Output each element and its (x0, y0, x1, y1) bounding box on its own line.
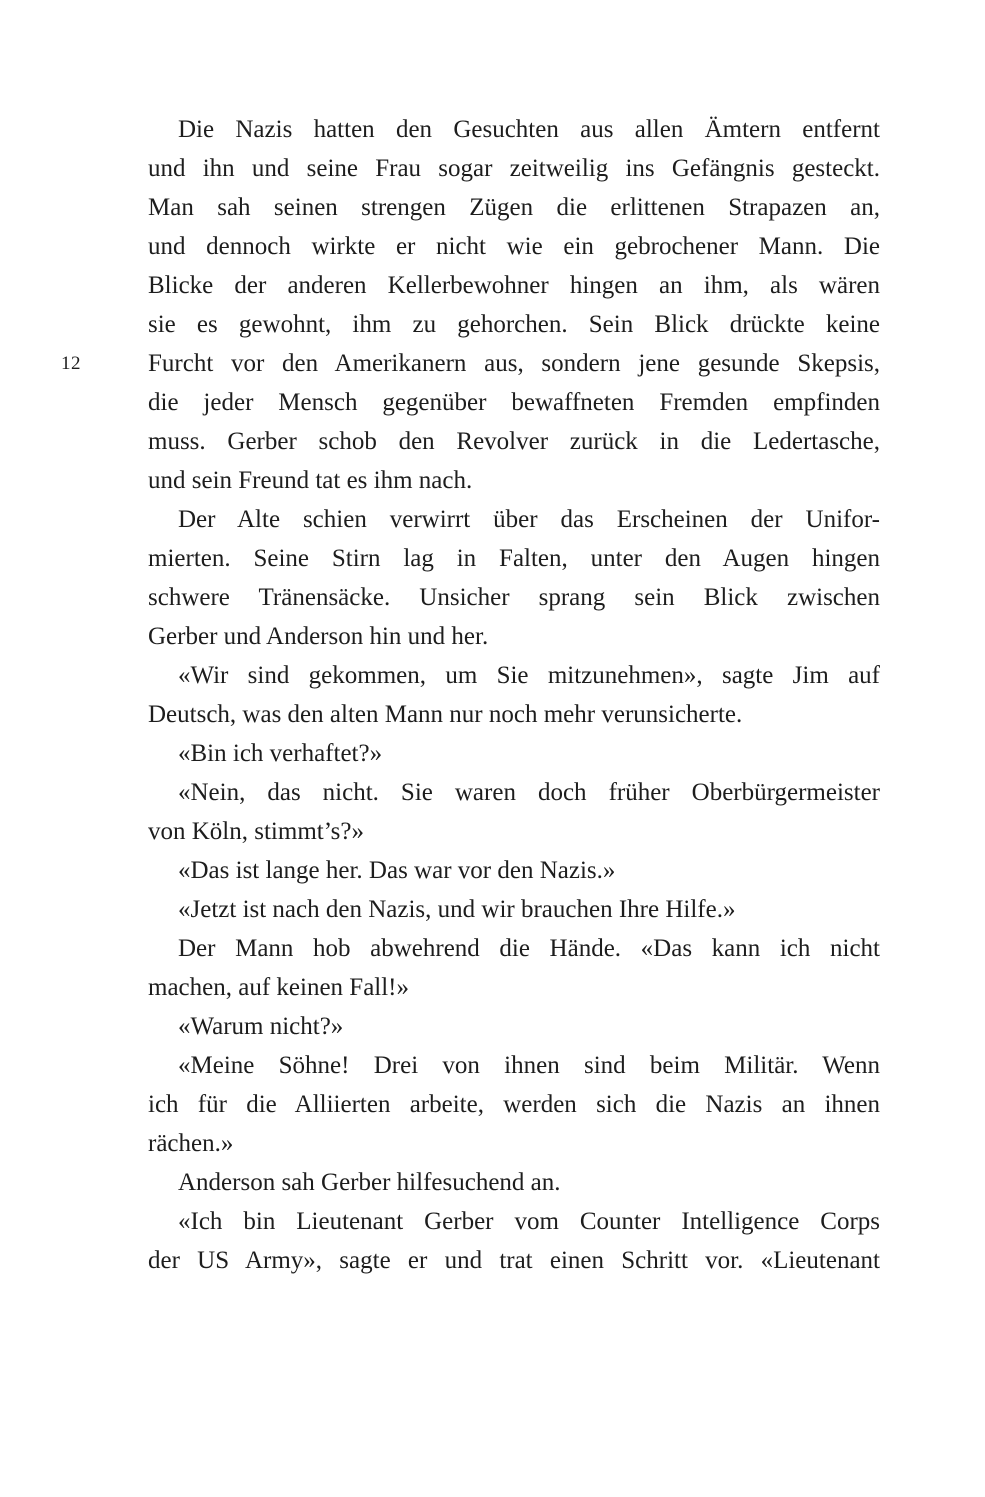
text-line: und ihn und seine Frau sogar zeitweilig ins Gefängnis gesteckt. (148, 155, 880, 182)
text-line: muss. Gerber schob den Revolver zurück in die Ledertasche, (148, 428, 880, 455)
paragraph (148, 1163, 880, 1202)
paragraph (148, 1202, 880, 1280)
text-line: «Wir sind gekommen, um Sie mitzunehmen», sagte Jim auf (178, 662, 880, 689)
paragraph (148, 1046, 880, 1163)
paragraph (148, 500, 880, 656)
text-line: «Warum nicht?» (178, 1013, 344, 1040)
text-line: und dennoch wirkte er nicht wie ein gebrochener Mann. Die (148, 233, 880, 260)
paragraph (148, 773, 880, 851)
text-line: Furcht vor den Amerikanern aus, sondern jene gesunde Skepsis, (148, 350, 880, 377)
text-line: «Nein, das nicht. Sie waren doch früher Oberbürgermeister (178, 779, 880, 806)
paragraph (148, 1007, 880, 1046)
text-line: ich für die Alliierten arbeite, werden sich die Nazis an ihnen (148, 1091, 880, 1118)
text-line: Der Mann hob abwehrend die Hände. «Das kann ich nicht (178, 935, 880, 962)
text-line: machen, auf keinen Fall!» (148, 974, 410, 1001)
text-line: sie es gewohnt, ihm zu gehorchen. Sein Blick drückte keine (148, 311, 880, 338)
text-line: Man sah seinen strengen Zügen die erlittenen Strapazen an, (148, 194, 880, 221)
text-line: Blicke der anderen Kellerbewohner hingen an ihm, als wären (148, 272, 880, 299)
text-line: «Jetzt ist nach den Nazis, und wir brauchen Ihre Hilfe.» (178, 896, 736, 923)
paragraph (148, 734, 880, 773)
text-line: rächen.» (148, 1130, 234, 1157)
text-line: Anderson sah Gerber hilfesuchend an. (178, 1169, 561, 1196)
text-line: «Meine Söhne! Drei von ihnen sind beim Militär. Wenn (178, 1052, 880, 1079)
text-line: «Bin ich verhaftet?» (178, 740, 383, 767)
text-line: Der Alte schien verwirrt über das Erscheinen der Unifor- (178, 506, 880, 533)
paragraph (148, 890, 880, 929)
text-line: Die Nazis hatten den Gesuchten aus allen Ämtern entfernt (178, 116, 880, 143)
text-line: der US Army», sagte er und trat einen Schritt vor. «Lieutenant (148, 1247, 880, 1274)
text-line: schwere Tränensäcke. Unsicher sprang sein Blick zwischen (148, 584, 880, 611)
text-line: Gerber und Anderson hin und her. (148, 623, 489, 650)
text-line: mierten. Seine Stirn lag in Falten, unter den Augen hingen (148, 545, 880, 572)
paragraph (148, 110, 880, 500)
page-number: 12 (61, 353, 81, 374)
paragraph (148, 656, 880, 734)
text-line: Deutsch, was den alten Mann nur noch mehr verunsicherte. (148, 701, 743, 728)
text-line: «Ich bin Lieutenant Gerber vom Counter Intelligence Corps (178, 1208, 880, 1235)
paragraph (148, 929, 880, 1007)
text-line: die jeder Mensch gegenüber bewaffneten Fremden empfinden (148, 389, 880, 416)
text-line: und sein Freund tat es ihm nach. (148, 467, 473, 494)
text-block (148, 110, 880, 1280)
text-line: «Das ist lange her. Das war vor den Nazis.» (178, 857, 616, 884)
text-line: von Köln, stimmt’s?» (148, 818, 364, 845)
paragraph (148, 851, 880, 890)
